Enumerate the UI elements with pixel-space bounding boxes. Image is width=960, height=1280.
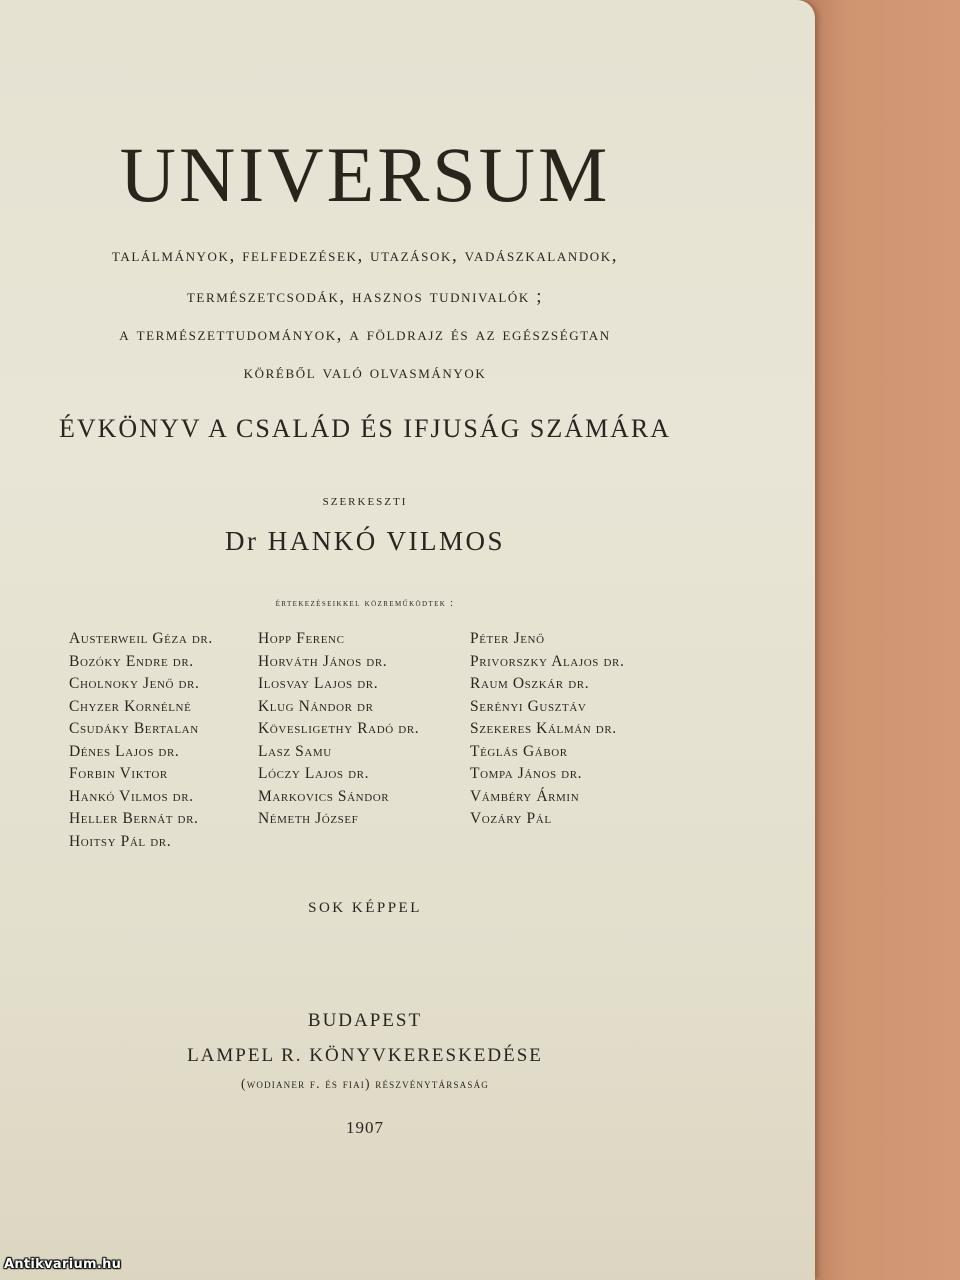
contributors-column-1 [69,628,213,853]
contributor-name: Lóczy Lajos dr. [258,765,370,782]
contributor-name: Bozóky Endre dr. [69,652,194,670]
contributor-name: Hopp Ferenc [258,630,345,647]
pictures-note: SOK KÉPPEL [308,900,422,916]
contributor-name: Németh József [258,810,359,827]
subtitle-line-3: a természettudományok, a földrajz és az egészségtan [119,324,611,345]
contributor-name: Raum Oszkár dr. [470,675,590,692]
publisher-note: (wodianer f. és fiai) részvénytársaság [241,1076,489,1091]
background-surface [800,0,960,1280]
editor-name: Dr HANKÓ VILMOS [225,526,505,556]
contributor-name: Cholnoky Jenő dr. [69,675,200,692]
contributor-name: Tompa János dr. [470,765,583,782]
contributor-name: Chyzer Kornélné [69,697,192,715]
book-title: UNIVERSUM [119,131,611,218]
watermark: Antikvarium.hu [4,1257,122,1272]
subtitle-line-2: természetcsodák, hasznos tudnivalók ; [186,286,544,307]
contributors-column-3 [470,628,624,831]
publication-city: BUDAPEST [307,1010,423,1031]
contributor-name: Markovics Sándor [258,787,390,805]
contributor-name: Austerweil Géza dr. [69,630,213,647]
contributor-name: Forbin Viktor [69,765,168,782]
contributor-name: Szekeres Kálmán dr. [470,720,617,737]
contributors-label: értekezéseikkel közreműködtek : [275,598,455,609]
contributor-name: Vozáry Pál [470,810,552,827]
contributor-name: Lasz Samu [258,742,332,760]
contributor-name: Csudáky Bertalan [69,720,199,737]
subtitle-line-4: köréből való olvasmányok [243,362,487,383]
contributor-name: Péter Jenő [470,630,545,647]
publisher-name: LAMPEL R. KÖNYVKERESKEDÉSE [187,1045,543,1066]
contributor-name: Dénes Lajos dr. [69,742,180,760]
contributor-name: Heller Bernát dr. [69,810,199,827]
subtitle-line-1: találmányok, felfedezések, utazások, vadászkalandok, [111,245,619,266]
publication-year: 1907 [346,1118,384,1137]
contributor-name: Vámbéry Ármin [470,787,580,805]
contributor-name: Privorszky Alajos dr. [470,652,625,670]
contributor-name: Téglás Gábor [470,742,568,760]
contributor-name: Hankó Vilmos dr. [69,787,194,805]
contributor-name: Klug Nándor dr [258,697,374,715]
contributors-column-2 [258,628,419,831]
book-subtitle: ÉVKÖNYV A CSALÁD ÉS IFJUSÁG SZÁMÁRA [59,414,671,443]
contributor-name: Serényi Gusztáv [470,697,587,715]
contributor-name: Horváth János dr. [258,652,388,670]
contributor-name: Ilosvay Lajos dr. [258,675,379,692]
contributor-name: Hoitsy Pál dr. [69,832,172,850]
editor-label: SZERKESZTI [322,496,408,508]
contributor-name: Kövesligethy Radó dr. [258,720,420,737]
